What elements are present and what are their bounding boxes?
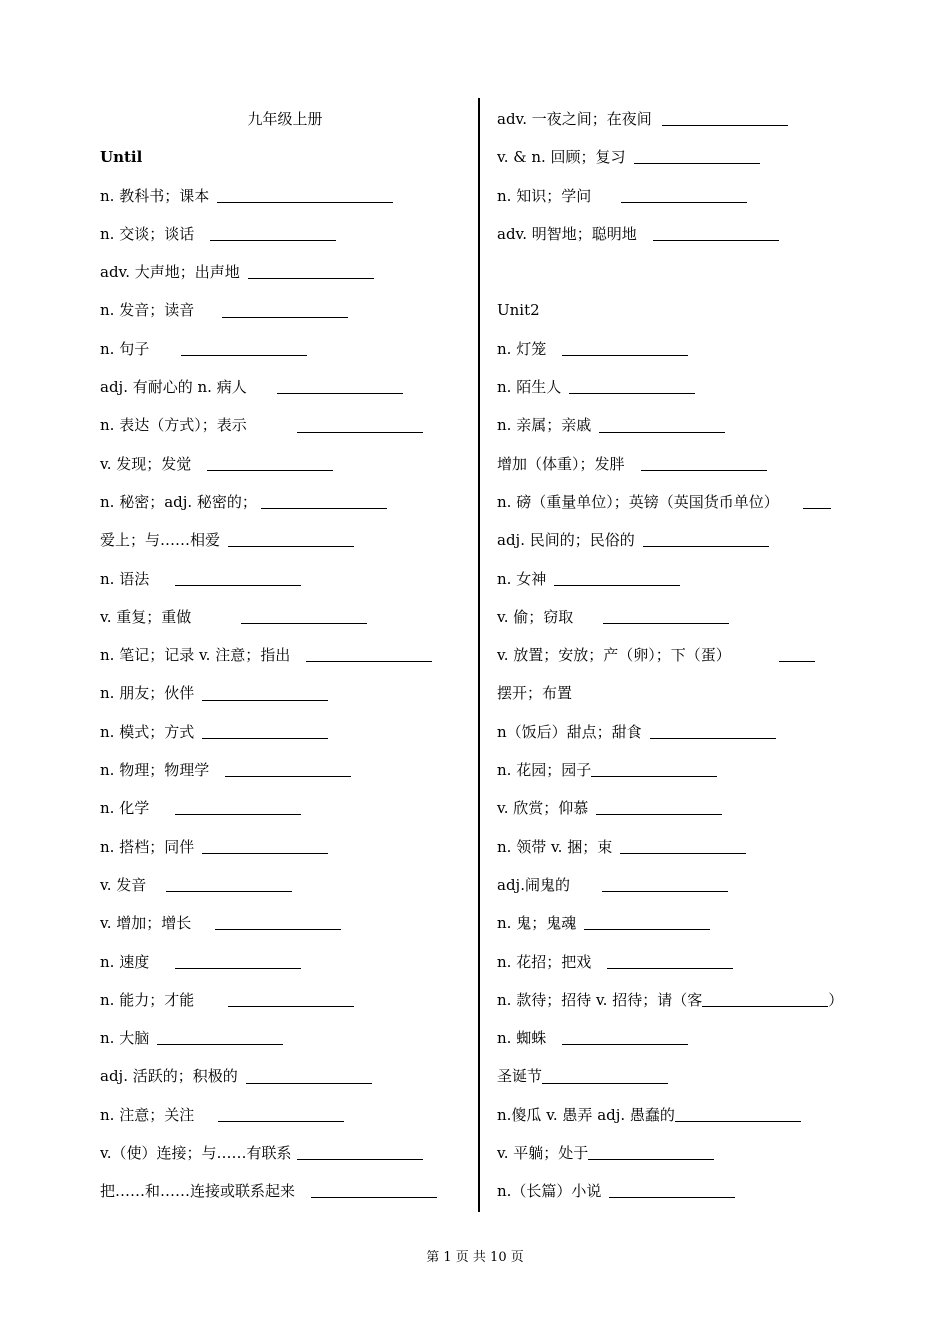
answer-blank[interactable]	[228, 545, 354, 547]
vocab-item	[100, 598, 470, 636]
vocab-item	[497, 138, 867, 176]
left-column	[100, 100, 470, 1211]
vocab-definition: n. 蜘蛛	[497, 1029, 547, 1048]
answer-blank[interactable]	[306, 660, 432, 662]
vocab-definition: n. 秘密；adj. 秘密的；	[100, 492, 257, 511]
vocab-item	[497, 521, 867, 559]
vocab-definition: n. 交谈；谈话	[100, 224, 195, 243]
vocab-definition: v. 发现；发觉	[100, 454, 192, 473]
vocab-item	[497, 1057, 867, 1095]
vocab-item	[497, 1134, 867, 1172]
answer-blank[interactable]	[702, 1005, 828, 1007]
answer-blank[interactable]	[202, 852, 328, 854]
answer-blank[interactable]	[779, 660, 815, 662]
vocab-item	[497, 789, 867, 827]
unit-heading	[100, 138, 470, 176]
answer-blank[interactable]	[634, 162, 760, 164]
vocab-item	[497, 981, 867, 1019]
vocab-item	[100, 904, 470, 942]
vocab-definition: v. 平躺；处于	[497, 1144, 589, 1163]
vocab-definition: adv. 明智地；聪明地	[497, 224, 637, 243]
vocab-definition: n. 大脑	[100, 1029, 150, 1048]
vocab-definition: n. 化学	[100, 799, 150, 818]
vocab-definition: n. 知识；学问	[497, 186, 592, 205]
unit-heading-text: Until	[100, 148, 143, 167]
answer-blank[interactable]	[215, 928, 341, 930]
answer-blank[interactable]	[602, 890, 728, 892]
vocab-definition: n. 亲属；亲戚	[497, 416, 592, 435]
vocab-definition: n. 物理；物理学	[100, 761, 210, 780]
vocab-definition: n. 句子	[100, 339, 150, 358]
vocab-item	[100, 636, 470, 674]
vocab-definition: n. 朋友；伙伴	[100, 684, 195, 703]
vocab-item	[497, 215, 867, 253]
vocab-definition: n. 灯笼	[497, 339, 547, 358]
vocab-definition: v. 重复；重做	[100, 607, 192, 626]
answer-blank[interactable]	[609, 1196, 735, 1198]
vocab-definition: n. 女神	[497, 569, 547, 588]
column-divider	[478, 98, 480, 1212]
vocab-definition: adj. 活跃的；积极的	[100, 1067, 238, 1086]
vocab-definition: v. & n. 回顾；复习	[497, 148, 626, 167]
answer-blank[interactable]	[584, 928, 710, 930]
vocab-definition: 把……和……连接或联系起来	[100, 1182, 296, 1201]
vocab-item	[497, 943, 867, 981]
vocab-item	[497, 406, 867, 444]
vocab-item	[497, 483, 867, 521]
vocab-definition: n. 领带 v. 捆；束	[497, 837, 613, 856]
empty-line	[497, 253, 867, 291]
vocab-definition: v. 偷；窃取	[497, 607, 574, 626]
vocab-definition: n.傻瓜 v. 愚弄 adj. 愚蠢的	[497, 1105, 675, 1124]
vocab-item	[100, 1172, 470, 1210]
answer-blank[interactable]	[225, 775, 351, 777]
answer-blank[interactable]	[175, 813, 301, 815]
answer-blank[interactable]	[218, 1120, 344, 1122]
answer-blank[interactable]	[222, 316, 348, 318]
vocab-item	[100, 445, 470, 483]
answer-blank[interactable]	[297, 431, 423, 433]
answer-blank[interactable]	[675, 1120, 801, 1122]
answer-blank[interactable]	[554, 584, 680, 586]
vocab-definition: n.（长篇）小说	[497, 1182, 602, 1201]
vocab-definition: v. 增加；增长	[100, 914, 192, 933]
vocab-definition: n. 笔记；记录 v. 注意；指出	[100, 646, 291, 665]
vocab-item	[497, 100, 867, 138]
vocab-definition: 增加（体重）；发胖	[497, 454, 625, 473]
vocab-definition: n. 模式；方式	[100, 722, 195, 741]
vocab-item	[100, 1096, 470, 1134]
vocab-item	[100, 291, 470, 329]
vocab-item	[497, 330, 867, 368]
vocab-item	[100, 521, 470, 559]
vocab-item	[100, 789, 470, 827]
answer-blank[interactable]	[641, 469, 767, 471]
vocab-item	[100, 177, 470, 215]
vocab-item	[100, 1057, 470, 1095]
vocab-item	[100, 368, 470, 406]
answer-blank[interactable]	[653, 239, 779, 241]
page-title-text: 九年级上册	[247, 110, 323, 128]
answer-blank[interactable]	[562, 354, 688, 356]
answer-blank[interactable]	[621, 201, 747, 203]
vocab-item	[100, 751, 470, 789]
vocab-item	[100, 253, 470, 291]
unit-heading	[497, 291, 867, 329]
vocab-item	[497, 445, 867, 483]
vocab-definition: v.（使）连接；与……有联系	[100, 1144, 292, 1163]
answer-blank[interactable]	[620, 852, 746, 854]
answer-blank[interactable]	[181, 354, 307, 356]
vocab-definition: 爱上；与……相爱	[100, 531, 221, 550]
vocab-item	[497, 560, 867, 598]
vocab-definition: n. 语法	[100, 569, 150, 588]
vocab-item	[497, 674, 867, 712]
vocab-definition: n. 教科书；课本	[100, 186, 210, 205]
answer-blank[interactable]	[311, 1196, 437, 1198]
vocab-item	[497, 828, 867, 866]
vocab-item	[100, 406, 470, 444]
answer-blank[interactable]	[603, 622, 729, 624]
vocab-definition: 圣诞节	[497, 1067, 543, 1086]
vocab-definition: v. 发音	[100, 875, 147, 894]
answer-blank[interactable]	[241, 622, 367, 624]
vocab-definition: n. 搭档；同伴	[100, 837, 195, 856]
vocab-item	[100, 981, 470, 1019]
vocab-item	[100, 674, 470, 712]
vocab-definition: n. 注意；关注	[100, 1105, 195, 1124]
vocab-definition: adv. 大声地；出声地	[100, 263, 240, 282]
answer-blank[interactable]	[248, 277, 374, 279]
answer-blank[interactable]	[166, 890, 292, 892]
vocab-definition: adj. 民间的；民俗的	[497, 531, 635, 550]
answer-blank[interactable]	[588, 1158, 714, 1160]
vocab-item	[497, 713, 867, 751]
answer-blank[interactable]	[297, 1158, 423, 1160]
vocab-definition: adj. 有耐心的 n. 病人	[100, 378, 247, 397]
vocab-definition: v. 放置；安放；产（卵）；下（蛋）	[497, 646, 731, 665]
right-column	[497, 100, 867, 1211]
answer-blank[interactable]	[607, 967, 733, 969]
unit-heading-text: Unit2	[497, 301, 540, 320]
answer-blank[interactable]	[599, 431, 725, 433]
answer-blank[interactable]	[228, 1005, 354, 1007]
answer-blank[interactable]	[650, 737, 776, 739]
vocab-item	[497, 177, 867, 215]
vocab-definition: n. 发音；读音	[100, 301, 195, 320]
vocab-item	[100, 713, 470, 751]
vocab-definition: n. 花园；园子	[497, 761, 592, 780]
vocab-item	[100, 215, 470, 253]
answer-blank[interactable]	[569, 392, 695, 394]
vocab-definition: n. 陌生人	[497, 378, 562, 397]
answer-blank[interactable]	[562, 1043, 688, 1045]
vocab-item	[100, 483, 470, 521]
vocab-item	[100, 828, 470, 866]
answer-blank[interactable]	[596, 813, 722, 815]
vocab-item	[100, 943, 470, 981]
vocab-definition: n. 表达（方式）；表示	[100, 416, 247, 435]
answer-blank[interactable]	[803, 507, 831, 509]
vocab-definition: 摆开；布置	[497, 684, 573, 703]
page-title	[100, 100, 470, 138]
vocab-definition: adv. 一夜之间；在夜间	[497, 110, 652, 128]
answer-blank[interactable]	[202, 737, 328, 739]
vocab-item	[497, 866, 867, 904]
vocab-definition: v. 欣赏；仰慕	[497, 799, 589, 818]
vocab-definition: adj.闹鬼的	[497, 875, 570, 894]
page-footer: 第 1 页 共 10 页	[426, 1250, 524, 1265]
answer-blank[interactable]	[175, 967, 301, 969]
answer-blank[interactable]	[591, 775, 717, 777]
vocab-item	[497, 1172, 867, 1210]
answer-blank[interactable]	[277, 392, 403, 394]
vocab-definition: n. 鬼；鬼魂	[497, 914, 577, 933]
vocab-item	[100, 1134, 470, 1172]
answer-blank[interactable]	[157, 1043, 283, 1045]
answer-blank[interactable]	[662, 124, 788, 126]
vocab-item	[100, 330, 470, 368]
vocab-definition: n. 花招；把戏	[497, 952, 592, 971]
answer-blank[interactable]	[210, 239, 336, 241]
answer-blank[interactable]	[643, 545, 769, 547]
vocab-definition: n（饭后）甜点；甜食	[497, 722, 642, 741]
vocab-item	[497, 636, 867, 674]
answer-blank[interactable]	[246, 1082, 372, 1084]
vocab-item	[497, 1096, 867, 1134]
vocab-definition: n. 款待；招待 v. 招待；请（客	[497, 990, 703, 1009]
answer-blank[interactable]	[261, 507, 387, 509]
answer-blank[interactable]	[207, 469, 333, 471]
answer-blank[interactable]	[175, 584, 301, 586]
vocab-item	[497, 751, 867, 789]
vocab-definition: n. 速度	[100, 952, 150, 971]
vocab-item	[497, 598, 867, 636]
answer-blank[interactable]	[542, 1082, 668, 1084]
vocab-definition: n. 能力；才能	[100, 990, 195, 1009]
closing-parenthesis: ）	[828, 990, 844, 1009]
vocab-item	[497, 904, 867, 942]
answer-blank[interactable]	[202, 699, 328, 701]
vocab-item	[497, 1019, 867, 1057]
vocab-item	[497, 368, 867, 406]
vocab-item	[100, 1019, 470, 1057]
answer-blank[interactable]	[217, 201, 393, 203]
vocab-item	[100, 560, 470, 598]
vocab-item	[100, 866, 470, 904]
vocab-definition: n. 磅（重量单位）；英镑（英国货币单位）	[497, 492, 779, 511]
